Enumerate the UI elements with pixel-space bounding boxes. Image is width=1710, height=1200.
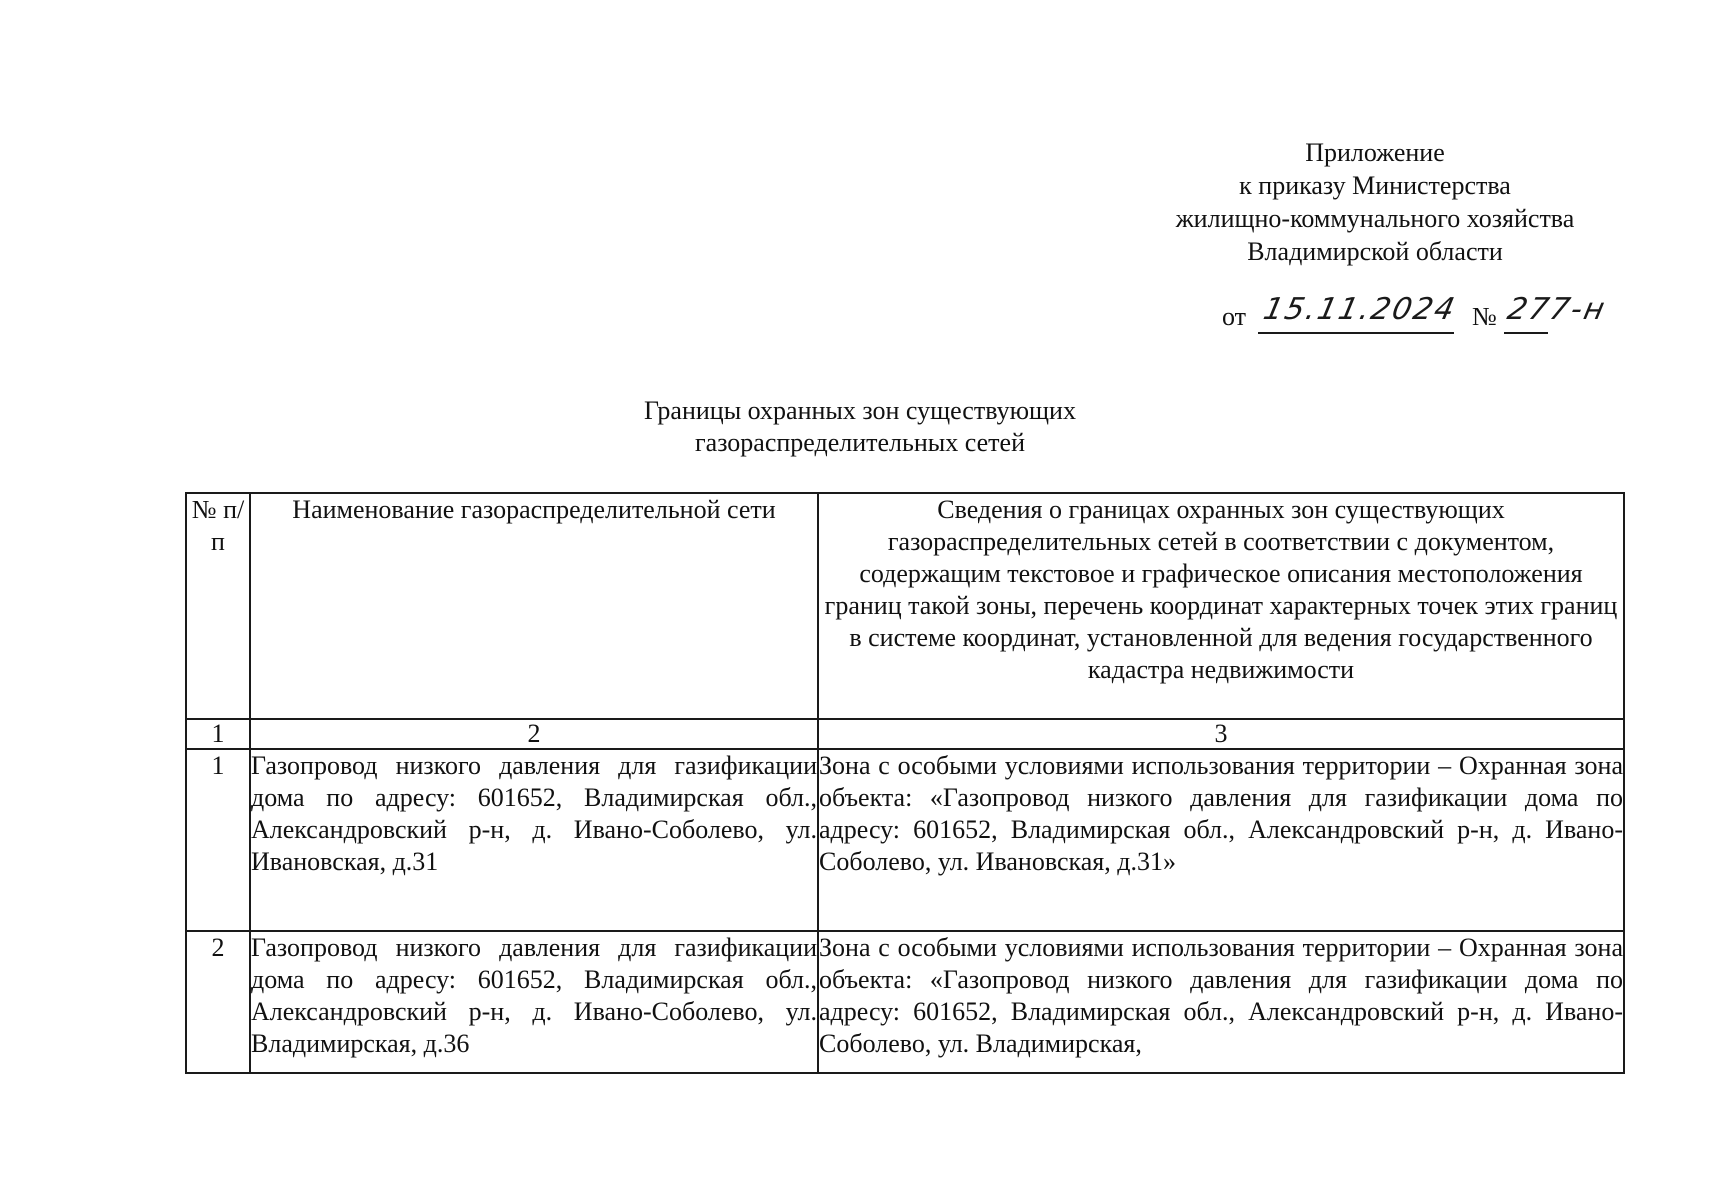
table-row	[186, 931, 1624, 1073]
appendix-line: Владимирской области	[1247, 237, 1503, 266]
header-info: Сведения о границах охранных зон существующих газораспределительных сетей в соответствии с документом, содержащим текстовое и графическое описания местоположения границ такой зоны, перечень координат характерных точек этих границ в системе координат, установленной для ведения государственного кадастра недвижимости	[818, 493, 1624, 719]
zone-info: Зона с особыми условиями использования территории – Охранная зона объекта: «Газопровод низкого давления для газификации дома по адресу: 601652, Владимирская обл., Александровский р-н, д. Ивано-Соболево, ул. Ивановская, д.31»	[818, 749, 1624, 931]
order-reference	[1222, 292, 1642, 338]
number-underline	[1504, 332, 1548, 334]
date-label: от	[1222, 302, 1247, 331]
document-title	[520, 395, 1200, 459]
zones-table	[185, 492, 1625, 1074]
column-number: 1	[186, 719, 250, 749]
zone-info: Зона с особыми условиями использования территории – Охранная зона объекта: «Газопровод низкого давления для газификации дома по адресу: 601652, Владимирская обл., Александровский р-н, д. Ивано-Соболево, ул. Владимирская,	[818, 931, 1624, 1073]
row-number: 1	[186, 749, 250, 931]
appendix-line: жилищно-коммунального хозяйства	[1175, 204, 1575, 233]
title-line: Границы охранных зон существующих	[644, 396, 1076, 425]
table-row	[186, 749, 1624, 931]
title-line: газораспределительных сетей	[694, 428, 1025, 457]
column-number-row	[186, 719, 1624, 749]
network-name: Газопровод низкого давления для газификации дома по адресу: 601652, Владимирская обл., Александровский р-н, д. Ивано-Соболево, ул. Владимирская, д.36	[250, 931, 818, 1073]
row-number: 2	[186, 931, 250, 1073]
table-header-row	[186, 493, 1624, 719]
order-number-handwritten: 277-н	[1504, 292, 1610, 327]
header-name: Наименование газораспределительной сети	[250, 493, 818, 719]
number-label: №	[1472, 302, 1497, 331]
appendix-line: Приложение	[1305, 138, 1445, 167]
column-number: 2	[250, 719, 818, 749]
order-date-handwritten: 15.11.2024	[1260, 292, 1460, 327]
column-number: 3	[818, 719, 1624, 749]
header-num: № п/п	[186, 493, 250, 719]
network-name: Газопровод низкого давления для газификации дома по адресу: 601652, Владимирская обл., Александровский р-н, д. Ивано-Соболево, ул. Ивановская, д.31	[250, 749, 818, 931]
appendix-header	[1140, 136, 1610, 268]
date-underline	[1258, 332, 1454, 334]
zones-table-wrapper	[185, 492, 1625, 1076]
appendix-line: к приказу Министерства	[1239, 171, 1511, 200]
